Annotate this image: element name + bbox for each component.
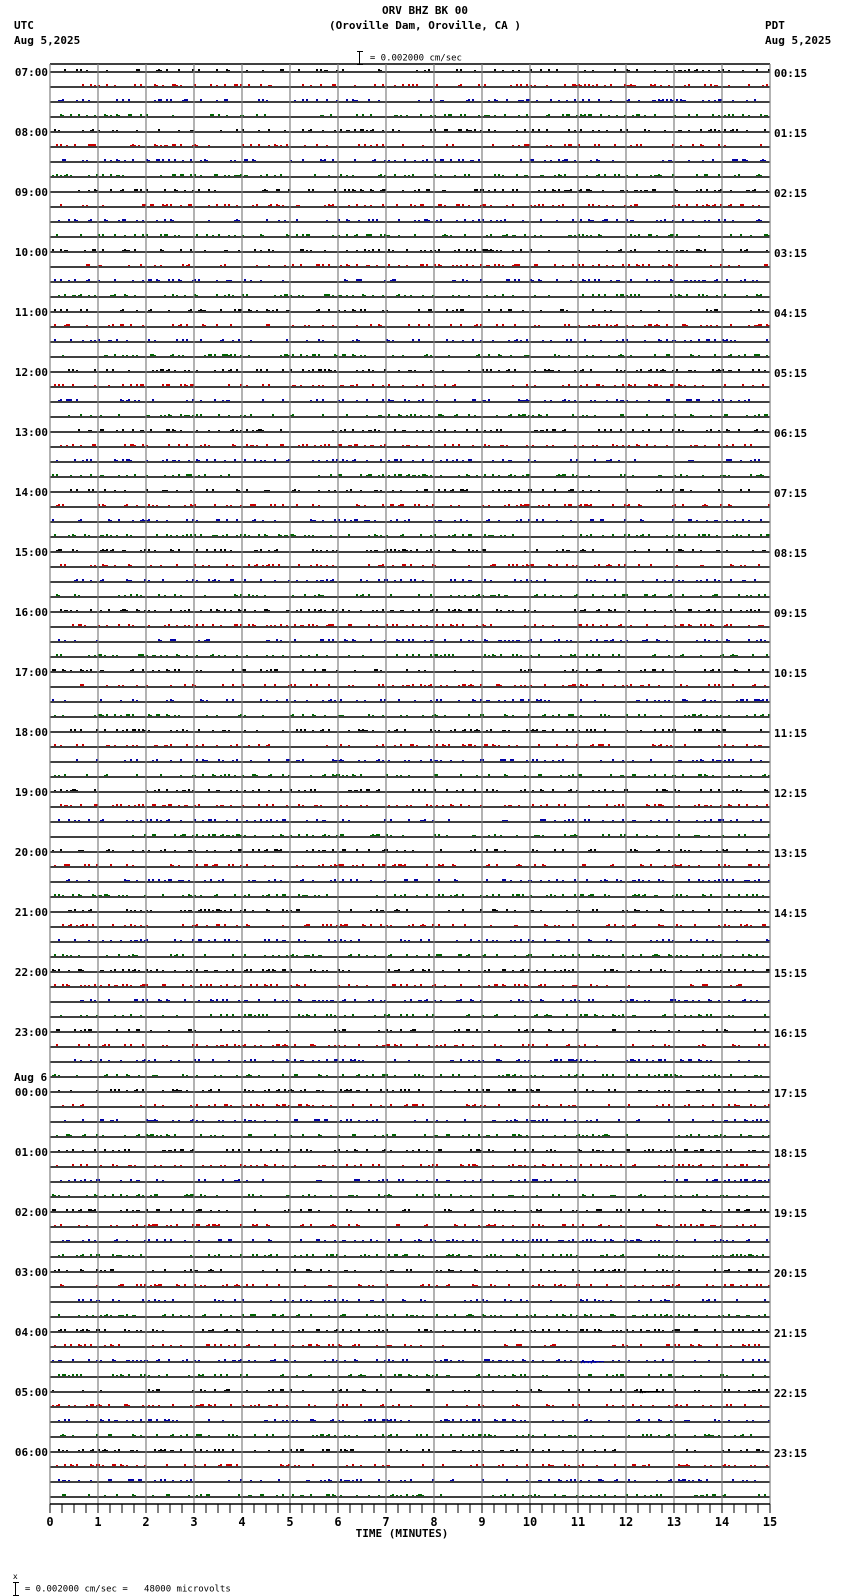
pdt-hour-label: 10:15: [774, 667, 808, 680]
footer-scale-text: = 0.002000 cm/sec = 48000 microvolts: [24, 1584, 231, 1595]
utc-hour-label: 20:00: [14, 846, 48, 859]
right-timezone: PDT: [765, 19, 785, 32]
trace-noise: [58, 219, 762, 221]
trace-noise: [52, 1209, 766, 1211]
x-tick-label: 14: [714, 1515, 730, 1529]
pdt-hour-label: 08:15: [774, 547, 808, 560]
pdt-hour-label: 16:15: [774, 1027, 808, 1040]
trace-noise: [60, 804, 768, 806]
left-date: Aug 5,2025: [14, 34, 81, 47]
utc-hour-label: 12:00: [14, 366, 48, 379]
footer-scale: [2, 1562, 231, 1596]
x-tick-label: 10: [522, 1515, 538, 1529]
x-tick-label: 6: [334, 1515, 342, 1529]
trace-noise: [54, 954, 764, 956]
trace-noise: [52, 699, 768, 701]
x-tick-label: 12: [618, 1515, 634, 1529]
trace-noise: [60, 204, 760, 206]
x-tick-label: 9: [478, 1515, 486, 1529]
trace-noise: [54, 339, 768, 341]
trace-noise: [54, 984, 742, 986]
footer-marker: x: [12, 1572, 18, 1581]
trace-noise: [54, 1269, 770, 1271]
trace-noise: [64, 69, 770, 71]
trace-noise: [54, 774, 770, 776]
trace-noise: [58, 639, 766, 641]
trace-noise: [58, 1479, 756, 1481]
pdt-hour-label: 11:15: [774, 727, 808, 740]
trace-noise: [52, 519, 762, 521]
trace-noise: [56, 1134, 770, 1136]
trace-noise: [56, 234, 770, 236]
trace-noise: [56, 1029, 766, 1031]
trace-noise: [74, 579, 756, 581]
pdt-hour-label: 04:15: [774, 307, 808, 320]
trace-noise: [56, 144, 762, 146]
utc-hour-label: 04:00: [14, 1326, 48, 1339]
utc-date-label: Aug 6: [14, 1071, 48, 1084]
trace-noise: [58, 399, 750, 401]
traces: [50, 69, 770, 1497]
pdt-hour-label: 09:15: [774, 607, 808, 620]
trace-noise: [68, 414, 768, 416]
trace-noise: [56, 654, 768, 656]
x-tick-label: 11: [570, 1515, 586, 1529]
trace-noise: [60, 609, 760, 611]
pdt-hour-label: 22:15: [774, 1387, 808, 1400]
pdt-hour-label: 21:15: [774, 1327, 808, 1340]
utc-hour-label: 06:00: [14, 1446, 48, 1459]
x-tick-label: 2: [142, 1515, 150, 1529]
trace-noise: [52, 1194, 764, 1196]
trace-noise: [54, 864, 770, 866]
trace-noise: [58, 1374, 766, 1376]
x-tick-label: 8: [430, 1515, 438, 1529]
trace-noise: [62, 159, 766, 161]
trace-noise: [62, 924, 766, 926]
utc-hour-label: 22:00: [14, 966, 48, 979]
trace-noise: [82, 84, 768, 86]
trace-noise: [54, 384, 764, 386]
trace-noise: [56, 1164, 770, 1166]
utc-hour-label: 17:00: [14, 666, 48, 679]
trace-noise: [80, 999, 770, 1001]
trace-noise: [60, 564, 760, 566]
utc-hour-label: 05:00: [14, 1386, 48, 1399]
trace-noise: [58, 1449, 764, 1451]
trace-noise: [56, 1464, 768, 1466]
x-tick-label: 1: [94, 1515, 102, 1529]
trace-noise: [54, 279, 758, 281]
trace-noise: [62, 354, 768, 356]
left-timezone: UTC: [14, 19, 34, 32]
trace-noise: [58, 1089, 770, 1091]
utc-hour-label: 16:00: [14, 606, 48, 619]
trace-noise: [62, 1494, 766, 1496]
pdt-hour-label: 05:15: [774, 367, 808, 380]
trace-noise: [56, 504, 770, 506]
utc-hour-label: 00:00: [14, 1086, 48, 1099]
pdt-hour-label: 00:15: [774, 67, 808, 80]
trace-noise: [58, 939, 770, 941]
trace-noise: [68, 369, 766, 371]
utc-hour-label: 14:00: [14, 486, 48, 499]
trace-noise: [60, 444, 752, 446]
trace-noise: [56, 459, 760, 461]
x-axis-title: TIME (MINUTES): [355, 1527, 449, 1540]
utc-hour-label: 07:00: [14, 66, 48, 79]
trace-noise: [58, 1419, 770, 1421]
x-tick-label: 4: [238, 1515, 246, 1529]
utc-hour-label: 11:00: [14, 306, 48, 319]
utc-hour-label: 09:00: [14, 186, 48, 199]
trace-noise: [58, 1329, 768, 1331]
trace-noise: [60, 1434, 752, 1436]
trace-noise: [54, 894, 764, 896]
pdt-hour-label: 07:15: [774, 487, 808, 500]
x-tick-label: 5: [286, 1515, 294, 1529]
pdt-hour-label: 03:15: [774, 247, 808, 260]
trace-noise: [58, 294, 762, 296]
header-scale-text: = 0.002000 cm/sec: [369, 53, 462, 64]
utc-hour-label: 03:00: [14, 1266, 48, 1279]
trace-noise: [72, 624, 764, 626]
utc-hour-label: 13:00: [14, 426, 48, 439]
trace-noise: [54, 309, 764, 311]
trace-noise: [58, 1314, 766, 1316]
trace-noise: [70, 489, 750, 491]
pdt-hour-label: 01:15: [774, 127, 808, 140]
utc-hour-label: 01:00: [14, 1146, 48, 1159]
trace-noise: [78, 1299, 766, 1301]
trace-noise: [62, 1104, 770, 1106]
trace-noise: [54, 714, 770, 716]
trace-noise: [52, 969, 770, 971]
trace-noise: [52, 1074, 762, 1076]
utc-hour-label: 02:00: [14, 1206, 48, 1219]
trace-noise: [60, 114, 768, 116]
pdt-hour-label: 23:15: [774, 1447, 808, 1460]
trace-noise: [52, 249, 768, 251]
trace-noise: [60, 1284, 770, 1286]
trace-noise: [76, 759, 762, 761]
trace-noise: [56, 594, 766, 596]
trace-noise: [74, 1059, 750, 1061]
trace-noise: [52, 1359, 766, 1361]
trace-noise: [52, 174, 762, 176]
utc-hour-label: 10:00: [14, 246, 48, 259]
x-tick-label: 15: [762, 1515, 778, 1529]
trace-noise: [56, 1044, 766, 1046]
pdt-hour-label: 15:15: [774, 967, 808, 980]
trace-noise: [70, 729, 762, 731]
trace-noise: [54, 1224, 756, 1226]
trace-noise: [54, 1344, 760, 1346]
pdt-hour-label: 06:15: [774, 427, 808, 440]
trace-noise: [64, 1119, 768, 1121]
utc-hour-label: 23:00: [14, 1026, 48, 1039]
station-title: ORV BHZ BK 00: [381, 4, 469, 17]
trace-noise: [66, 879, 770, 881]
trace-noise: [54, 324, 770, 326]
trace-noise: [62, 1239, 768, 1241]
pdt-hour-label: 19:15: [774, 1207, 808, 1220]
trace-noise: [78, 189, 768, 191]
utc-hour-label: 21:00: [14, 906, 48, 919]
x-tick-label: 7: [382, 1515, 390, 1529]
trace-noise: [58, 99, 756, 101]
trace-noise: [58, 1254, 764, 1256]
station-location: (Oroville Dam, Oroville, CA ): [328, 19, 522, 32]
trace-noise: [52, 1389, 768, 1391]
trace-noise: [60, 1014, 766, 1016]
trace-noise: [52, 474, 764, 476]
pdt-hour-label: 18:15: [774, 1147, 808, 1160]
trace-noise: [54, 789, 768, 791]
trace-noise: [68, 909, 766, 911]
trace-noise: [56, 549, 766, 551]
trace-noise: [52, 1404, 762, 1406]
x-tick-label: 13: [666, 1515, 682, 1529]
trace-noise: [58, 819, 762, 821]
x-tick-label: 0: [46, 1515, 54, 1529]
trace-noise: [52, 849, 764, 851]
trace-noise: [52, 669, 764, 671]
pdt-hour-label: 20:15: [774, 1267, 808, 1280]
trace-noise: [80, 684, 766, 686]
right-date: Aug 5,2025: [765, 34, 832, 47]
utc-hour-label: 19:00: [14, 786, 48, 799]
pdt-hour-label: 14:15: [774, 907, 808, 920]
pdt-hour-label: 02:15: [774, 187, 808, 200]
trace-noise: [54, 129, 766, 131]
trace-noise: [58, 1149, 764, 1151]
trace-noise: [60, 1179, 770, 1181]
trace-noise: [54, 534, 770, 536]
pdt-hour-label: 12:15: [774, 787, 808, 800]
trace-noise: [86, 264, 768, 266]
pdt-hour-label: 13:15: [774, 847, 808, 860]
utc-hour-label: 15:00: [14, 546, 48, 559]
trace-noise: [54, 744, 762, 746]
utc-hour-label: 08:00: [14, 126, 48, 139]
trace-noise: [78, 429, 764, 431]
pdt-hour-label: 17:15: [774, 1087, 808, 1100]
x-tick-label: 3: [190, 1515, 198, 1529]
scale-bar-icon: [15, 1582, 21, 1596]
utc-hour-label: 18:00: [14, 726, 48, 739]
